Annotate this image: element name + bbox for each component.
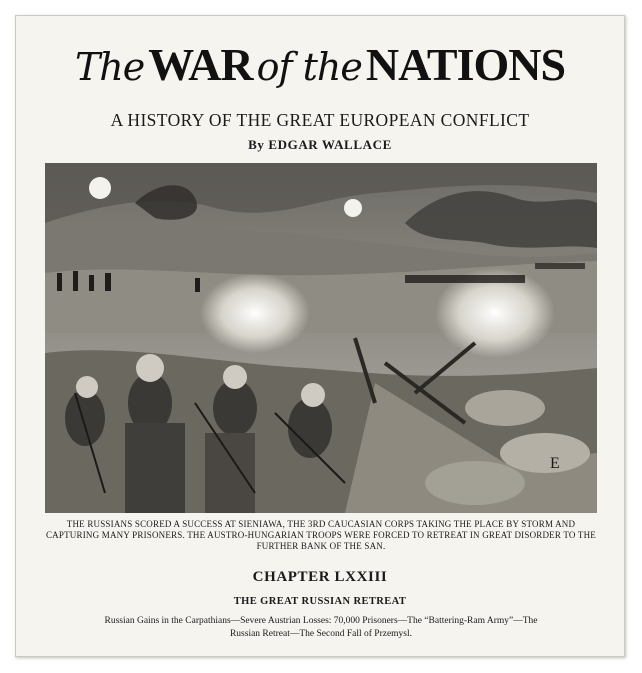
masthead-of-the: of the: [256, 45, 362, 89]
artist-signature: E: [550, 455, 560, 472]
battle-scene-drawing: [45, 163, 597, 513]
masthead-nations: NATIONS: [365, 39, 566, 90]
masthead-war: WAR: [148, 39, 253, 90]
battle-illustration: [45, 163, 597, 513]
illustration-caption: THE RUSSIANS SCORED A SUCCESS AT SIENIAWA, THE 3RD CAUCASIAN CORPS TAKING THE PLACE BY STORM AND CAPTURING MANY PRISONERS. THE AUSTRO-HUNGARIAN TROOPS WERE FORCED TO RETREAT IN GREAT DISORDER TO THE FURTHER BANK OF THE SAN.: [45, 519, 596, 551]
chapter-number: CHAPTER LXXIII: [252, 569, 388, 585]
magazine-page: [15, 15, 625, 657]
masthead-the: The: [74, 45, 145, 89]
byline: By EDGAR WALLACE: [248, 137, 392, 152]
subtitle: A HISTORY OF THE GREAT EUROPEAN CONFLICT: [110, 110, 530, 130]
chapter-summary: Russian Gains in the Carpathians—Severe Austrian Losses: 70,000 Prisoners—The “Battering-Ram Army”—The Russian Retreat—The Second Fall of Przemysl.: [104, 616, 538, 639]
chapter-title: THE GREAT RUSSIAN RETREAT: [233, 596, 407, 607]
masthead-title: [16, 38, 624, 91]
